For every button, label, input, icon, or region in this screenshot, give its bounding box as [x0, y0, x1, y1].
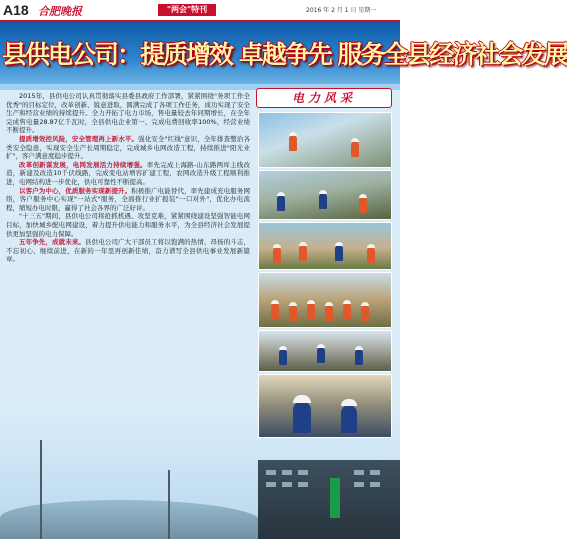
paragraph: "十三五"期间，县供电公司将抢抓机遇、攻坚克难，紧紧围绕建设坚强智能电网目标，加快城乡配电网建设，着力提升供电能力和服务水平，为全县经济社会发展提供更加坚强的电力保障。	[6, 212, 250, 238]
article-body	[6, 92, 250, 264]
paragraph: 改革创新谋发展，电网发展活力持续增强。率先完成上海路-山东路两库主线改造，新建及改造10千伏线路，完成变电站增容扩建工程，农网改造升级工程顺利推进，电网结构进一步优化，供电可靠性不断提高。	[6, 160, 250, 186]
newspaper-name: 合肥晚报	[38, 5, 82, 18]
paragraph: 2015年，县供电公司认真贯彻落实县委县政府工作部署，紧紧围绕"务项工作全优秀"的目标定位，改革创新、锐意进取，圆满完成了各项工作任务，成功实现了安全生产和经营业绩的持续提升。全力开拓了电力市场，售电量较去年同期增长，在全年完成售电量28.87亿千瓦时，全县供电企业第一、完成电费回收率100%，经营业绩不断提升。	[6, 92, 250, 135]
office-building-photo	[258, 460, 400, 539]
worker-portrait-photo	[258, 374, 392, 438]
paragraph: 以客户为中心，优质服务实现新提升。积极推广电能替代，率先建成充电服务网络，客户服务中心实现"一站式"服务，全面推行业扩报装"一口对外"，优化办电流程，缩短办电时限，赢得了社会各界的广泛好评。	[6, 186, 251, 212]
feature-title: 电力风采	[256, 88, 392, 108]
page-header	[0, 0, 400, 22]
lineman-photo	[258, 112, 392, 168]
paragraph: 提质增效控风险，安全管理再上新水平。强化安全"红线"意识，全年排查整治各类安全隐患，实现安全生产长周期稳定，完成城乡电网改造工程，持续推进"阳光业扩"，客户满意度稳步提升。	[6, 134, 251, 161]
power-pylon-icon	[40, 440, 42, 539]
special-issue-badge: "两会"特刊	[158, 4, 216, 16]
crew-photo	[258, 222, 392, 270]
background-hill	[0, 500, 260, 539]
field-repair-photo	[258, 170, 392, 220]
paragraph: 五年争先，成就未来。县供电公司广大干部员工将以饱满的热情、昂扬的斗志，不忘初心、继续前进，在新的一年里再创新佳绩，奋力谱写全县供电事业发展新篇章。	[6, 238, 251, 264]
service-photo	[258, 330, 392, 372]
article-headline: 县供电公司：提质增效 卓越争先 服务全县经济社会发展	[2, 40, 567, 69]
team-photo	[258, 272, 392, 328]
photo-column	[254, 88, 396, 448]
page-number: A18	[3, 2, 29, 18]
power-pylon-icon	[168, 470, 170, 539]
issue-date: 2016 年 2 月 1 日 星期一	[306, 7, 377, 14]
